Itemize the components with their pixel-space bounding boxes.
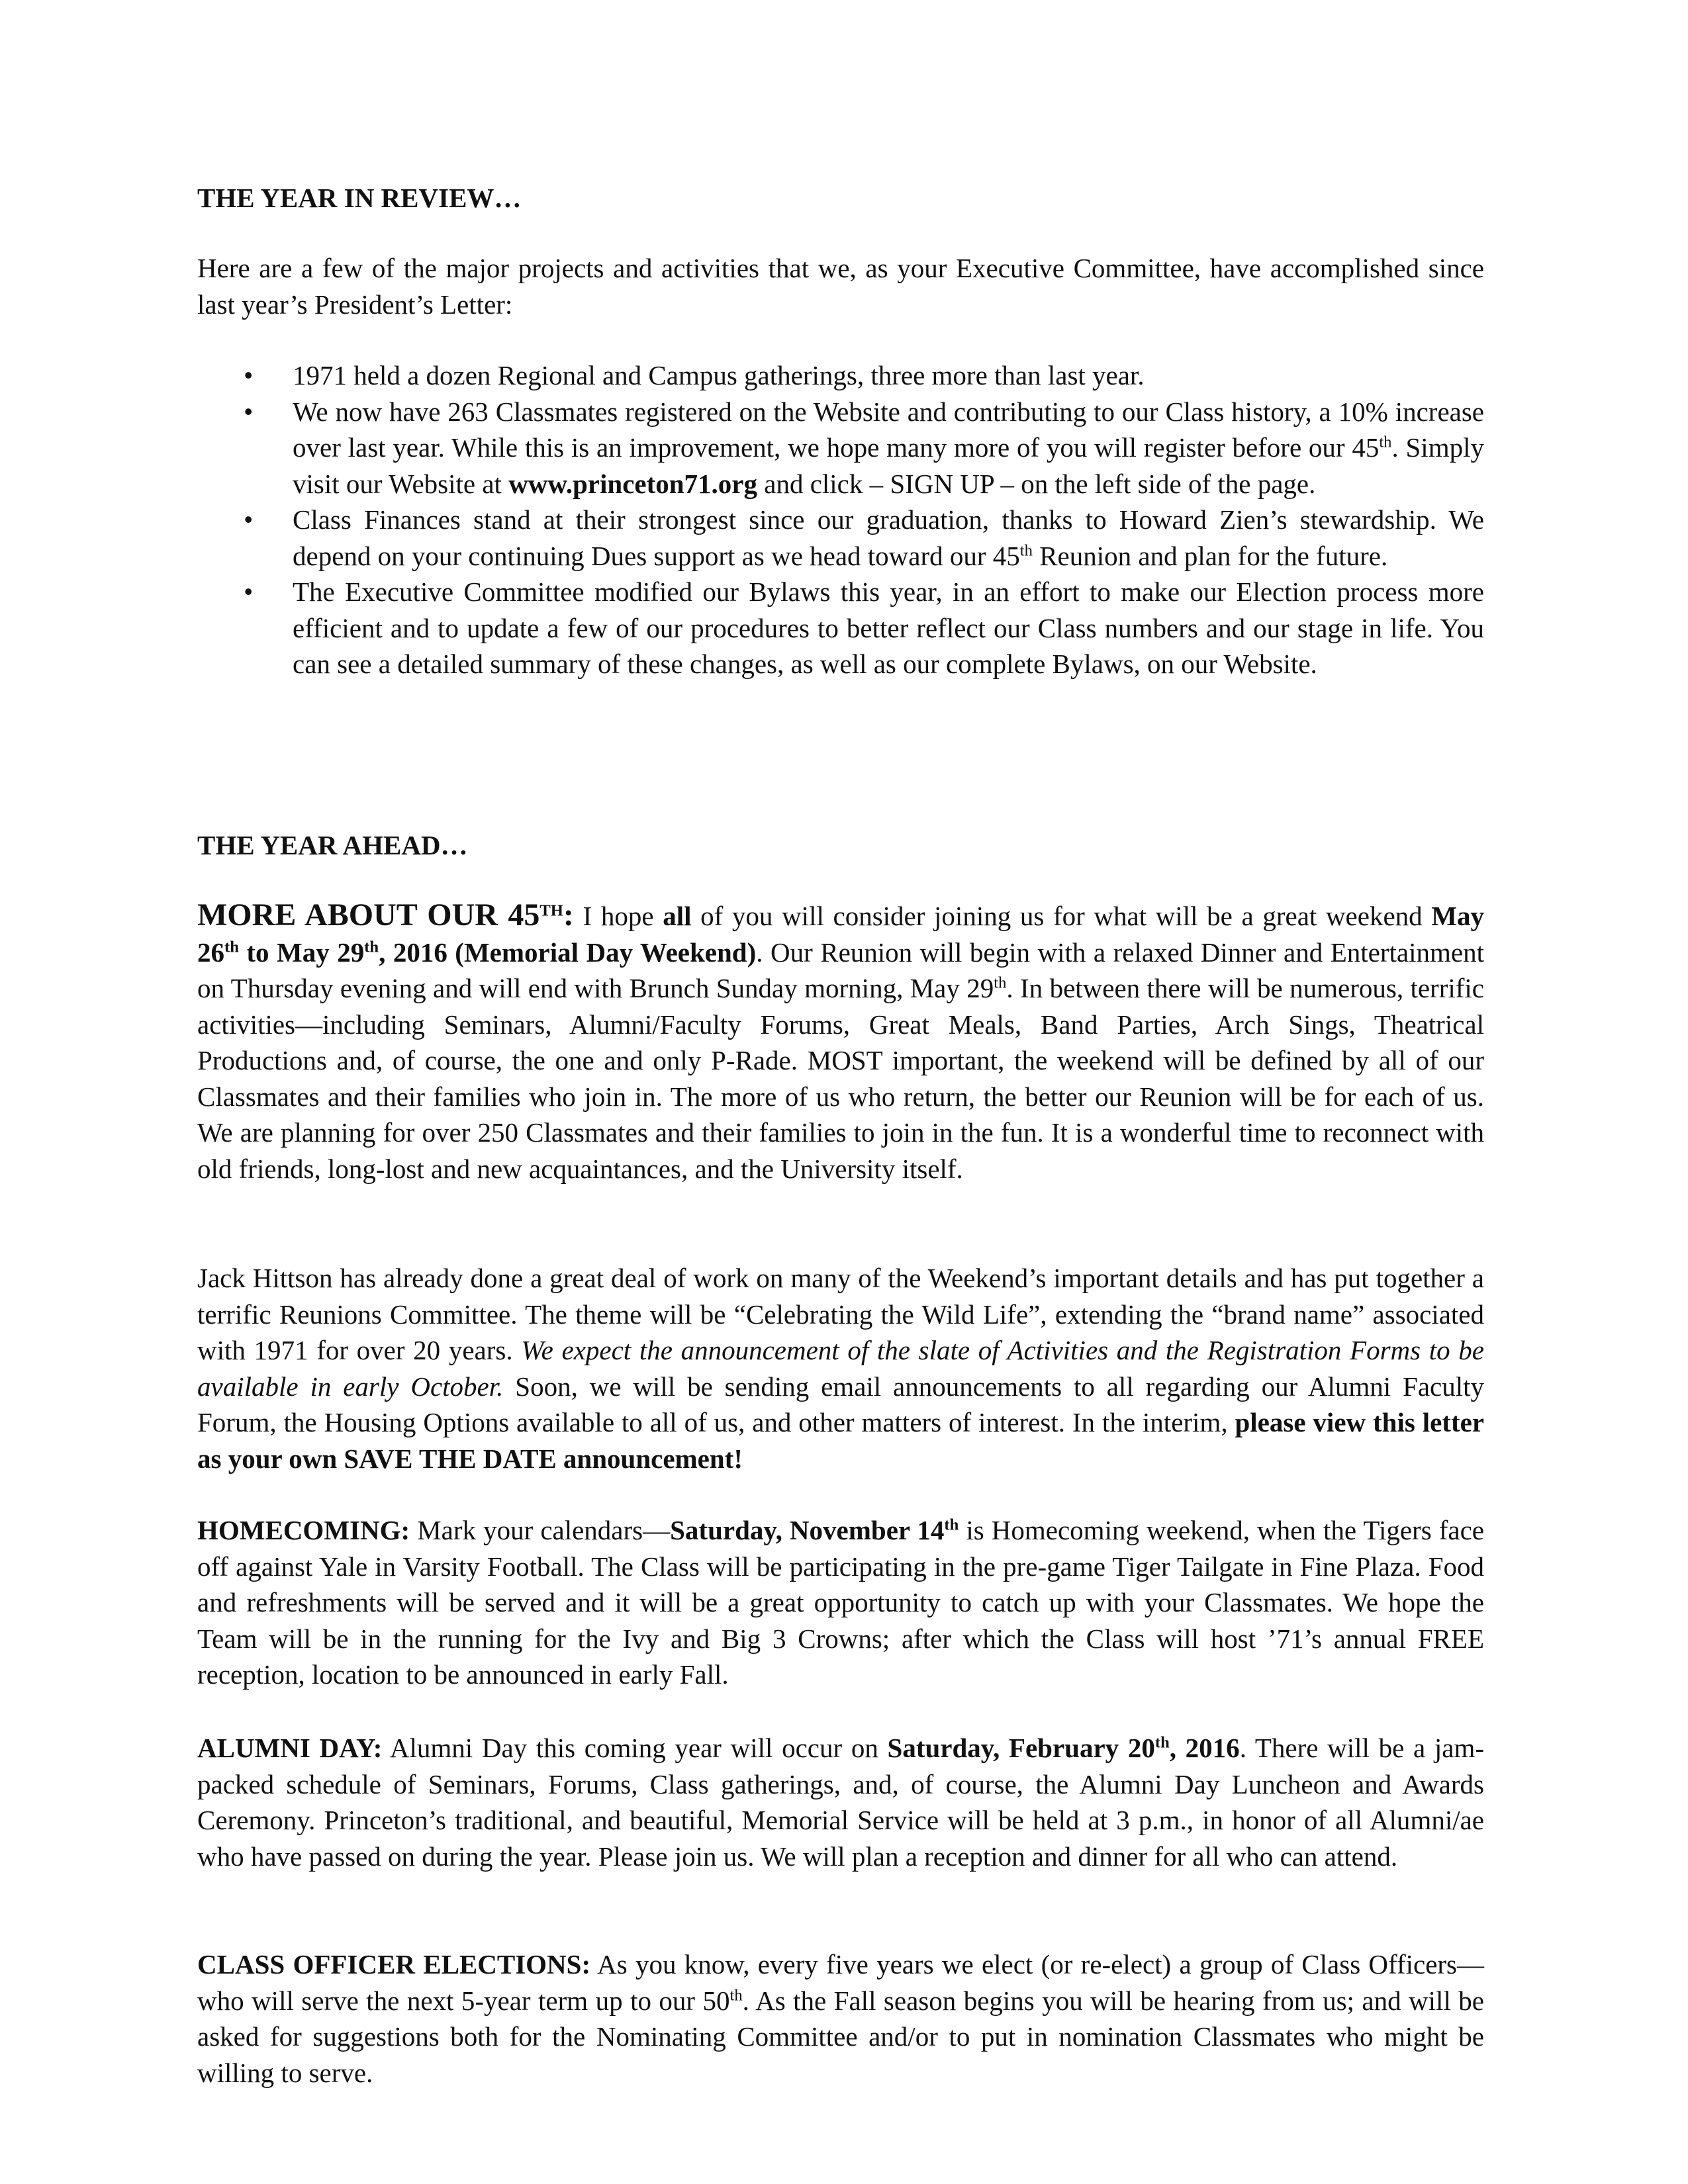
text-run: We now have 263 Classmates registered on the Website and contributing to our Class history, a 10% increase over last year. While this is an improvement, we hope many more of you will register before our 45	[293, 396, 1484, 463]
text-run: Here are a few of the major projects and activities that we, as your Executive Committee, have accomplished since last year’s President’s Letter:	[197, 253, 1484, 320]
review-intro	[197, 250, 1484, 322]
text-run-b: May 26	[197, 901, 1484, 968]
text-run-supb: th	[1154, 1733, 1170, 1752]
text-run-sup: th	[1379, 433, 1392, 451]
text-run-sup: th	[729, 1985, 743, 2004]
text-run: I hope	[573, 901, 663, 931]
text-run-supb: th	[364, 937, 379, 956]
text-run: is Homecoming weekend, when the Tigers face off against Yale in Varsity Football. The Class will be participating in the pre-game Tiger Tailgate in Fine Plaza. Food and refreshments will be served and it will be a great opportunity to catch up with your Classmates. We hope the Team will be in the running for the Ivy and Big 3 Crowns; after which the Class will host ’71’s annual FREE reception, location to be announced in early Fall.	[197, 1515, 1484, 1690]
paragraph-class-officer-elections	[197, 1946, 1484, 2091]
text-run-supb: th	[944, 1516, 959, 1534]
bullet-text	[293, 576, 1484, 679]
paragraph-homecoming	[197, 1512, 1484, 1693]
text-run-b: ALUMNI DAY:	[197, 1733, 383, 1763]
bullet-icon: •	[244, 360, 254, 390]
text-run-b: , 2016 (Memorial Day Weekend)	[379, 936, 757, 968]
text-run-b: HOMECOMING:	[197, 1515, 410, 1545]
section-heading-year-in-review: THE YEAR IN REVIEW…	[197, 183, 522, 213]
bullet-text	[293, 360, 1145, 390]
text-run-big: :	[563, 897, 574, 933]
text-run: Class Finances stand at their strongest since our graduation, thanks to Howard Zien’s stewardship. We depend on your continuing Dues support as we head toward our 45	[293, 504, 1484, 571]
text-run: of you will consider joining us for what will be a great weekend	[691, 901, 1432, 931]
text-run: . Simply visit our Website at	[293, 432, 1484, 499]
text-run-big: MORE ABOUT OUR 45	[197, 897, 540, 933]
text-run-supb: TH	[539, 901, 563, 920]
text-run: 1971 held a dozen Regional and Campus gatherings, three more than last year.	[293, 360, 1145, 390]
text-run: . In between there will be numerous, terrific activities—including Seminars, Alumni/Faculty Forums, Great Meals, Band Parties, Arch Sings, Theatrical Productions and, of course, the one and only P-Rade. MOST important, the weekend will be defined by all of our Classmates and their families who join in. The more of us who return, the better our Reunion will be for each of us. We are planning for over 250 Classmates and their families to join in the fun. It is a wonderful time to reconnect with old friends, long-lost and new acquaintances, and the University itself.	[197, 973, 1484, 1184]
bullet-icon: •	[244, 576, 254, 607]
paragraph-reunion	[197, 897, 1484, 1187]
text-run: As you know, every five years we elect (or re-elect) a group of Class Officers—who will serve the next 5-year term up to our 50	[197, 1949, 1485, 2016]
text-run: . There will be a jam-packed schedule of Seminars, Forums, Class gatherings, and, of course, the Alumni Day Luncheon and Awards Ceremony. Princeton’s traditional, and beautiful, Memorial Service will be held at 3 p.m., in honor of all Alumni/ae who have passed on during the year. Please join us. We will plan a reception and dinner for all who can attend.	[197, 1733, 1484, 1872]
text-run-sup: th	[1019, 541, 1033, 559]
text-run: Mark your calendars—	[410, 1515, 671, 1545]
text-run-b: all	[663, 901, 692, 931]
bullet-text	[293, 504, 1484, 571]
text-run-i: We expect the announcement of the slate of Activities and the Registration Forms to be available in early October.	[197, 1335, 1485, 1402]
bullet-item	[197, 574, 1484, 682]
section-heading-year-ahead: THE YEAR AHEAD…	[197, 830, 468, 860]
text-run: Alumni Day this coming year will occur on	[382, 1733, 888, 1763]
text-run: Reunion and plan for the future.	[1032, 540, 1388, 571]
bullet-text	[293, 396, 1484, 499]
review-bullet-list	[197, 357, 1484, 682]
text-run-supb: th	[224, 937, 239, 956]
text-run: The Executive Committee modified our Bylaws this year, in an effort to make our Election process more efficient and to update a few of our procedures to better reflect our Class numbers and our stage in life. You can see a detailed summary of these changes, as well as our complete Bylaws, on our Website.	[293, 576, 1484, 679]
text-run-b: please view this letter as your own SAVE THE DATE announcement!	[197, 1407, 1484, 1474]
text-run: . Our Reunion will begin with a relaxed Dinner and Entertainment on Thursday evening and will end with Brunch Sunday morning, May 29	[197, 936, 1484, 1003]
text-run-b: Saturday, February 20	[887, 1733, 1155, 1763]
text-run-b: Saturday, November 14	[670, 1515, 945, 1545]
text-run-b: CLASS OFFICER ELECTIONS:	[197, 1949, 591, 1979]
text-run: . As the Fall season begins you will be hearing from us; and will be asked for suggestions both for the Nominating Committee and/or to put in nomination Classmates who might be willing to serve.	[197, 1985, 1484, 2088]
text-run-b: www.princeton71.org	[508, 468, 757, 499]
bullet-item	[197, 357, 1484, 394]
paragraph-hittson	[197, 1260, 1484, 1477]
text-run: Soon, we will be sending email announcements to all regarding our Alumni Faculty Forum, the Housing Options available to all of us, and other matters of interest. In the interim,	[197, 1371, 1484, 1437]
text-run: and click – SIGN UP – on the left side of the page.	[757, 468, 1316, 499]
paragraph-alumni-day	[197, 1730, 1484, 1874]
bullet-item	[197, 502, 1484, 574]
text-run-b: , 2016	[1169, 1733, 1240, 1763]
bullet-icon: •	[244, 396, 254, 427]
bullet-icon: •	[244, 504, 254, 535]
text-run-sup: th	[994, 974, 1007, 992]
text-run: Jack Hittson has already done a great deal of work on many of the Weekend’s important details and has put together a terrific Reunions Committee. The theme will be “Celebrating the Wild Life”, extending the “brand name” associated with 1971 for over 20 years.	[197, 1263, 1484, 1365]
text-run-b: to May 29	[238, 936, 365, 968]
bullet-item	[197, 394, 1484, 502]
